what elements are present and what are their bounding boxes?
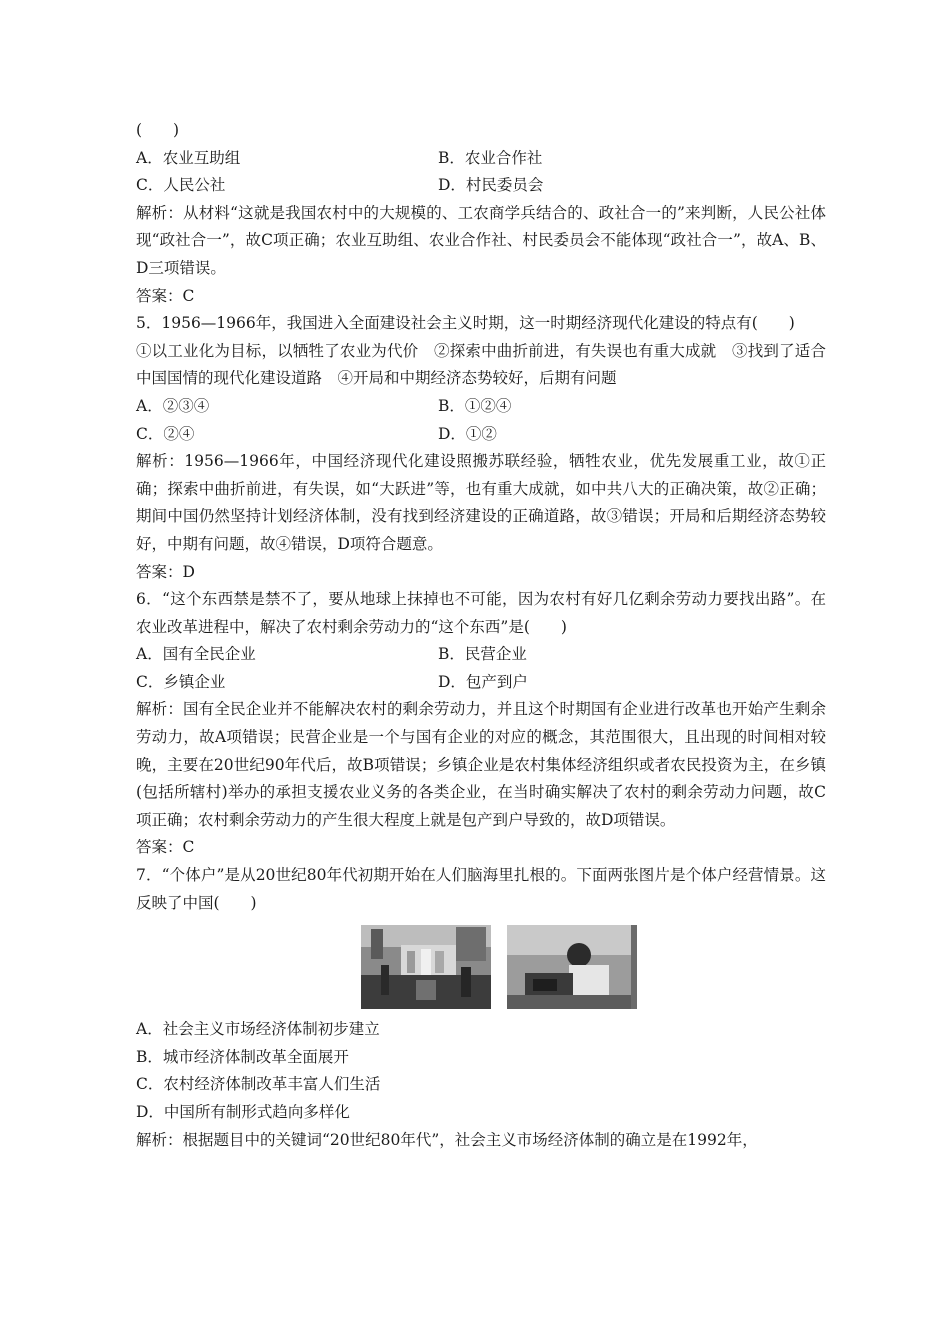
q5-stem: 5．1956—1966年，我国进入全面建设社会主义时期，这一时期经济现代化建设的特点有( ): [136, 314, 795, 333]
q7-option-a: A．社会主义市场经济体制初步建立: [136, 1020, 380, 1039]
q6-options-row-2: [136, 669, 826, 697]
street-vendor-photo: [361, 925, 491, 1009]
q7-option-d: D．中国所有制形式趋向多样化: [136, 1103, 350, 1121]
q5-options-row-2: [136, 421, 826, 449]
q6-option-d: D．包产到户: [438, 672, 528, 691]
q6-option-a: A．国有全民企业: [136, 645, 256, 664]
q4-options-row-2: [136, 172, 826, 200]
q4-option-a: A．农业互助组: [136, 148, 241, 167]
vendor-at-work-photo: [507, 925, 637, 1009]
q4-stem-tail: ( ): [136, 121, 180, 139]
q6-option-b: B．民营企业: [438, 645, 527, 664]
q6-analysis: 解析：国有全民企业并不能解决农村的剩余劳动力，并且这个时期国有企业进行改革也开始产生剩余劳动力，故A项错误；民营企业是一个与国有企业的对应的概念，其范围很大，且出现的时间相对较晚，主要在20世纪90年代后，故B项错误；乡镇企业是农村集体经济组织或者农民投资为主，在乡镇(包括所辖村)举办的承担支援农业义务的各类企业，在当时确实解决了农村的剩余劳动力问题，故C项正确；农村剩余劳动力的产生很大程度上就是包产到户导致的，故D项错误。: [136, 700, 826, 829]
q7-option-b: B．城市经济体制改革全面展开: [136, 1047, 349, 1066]
q5-analysis: 解析：1956—1966年，中国经济现代化建设照搬苏联经验，牺牲农业，优先发展重工业，故①正确；探索中曲折前进，有失误，如“大跃进”等，也有重大成就，如中共八大的正确决策，故②正确；期间中国仍然坚持计划经济体制，没有找到经济建设的正确道路，故③错误；开局和后期经济态势较好，中期有问题，故④错误，D项符合题意。: [136, 452, 826, 553]
q6-option-c: C．乡镇企业: [136, 672, 226, 691]
q5-option-d: D．①②: [438, 424, 497, 443]
q7-photos: [172, 925, 826, 1009]
q4-answer: 答案：C: [136, 286, 195, 305]
q5-options-row-1: [136, 393, 826, 421]
q5-items: ①以工业化为目标，以牺牲了农业为代价 ②探索中曲折前进，有失误也有重大成就 ③找到了适合中国国情的现代化建设道路 ④开局和中期经济态势较好，后期有问题: [136, 341, 826, 388]
q5-answer: 答案：D: [136, 562, 195, 581]
q7-analysis-start: 解析：根据题目中的关键词“20世纪80年代”，社会主义市场经济体制的确立是在1992年，: [136, 1130, 758, 1149]
q5-option-a: A．②③④: [136, 396, 210, 415]
q4-analysis: 解析：从材料“这就是我国农村中的大规模的、工农商学兵结合的、政社合一的”来判断，人民公社体现“政社合一”，故C项正确；农业互助组、农业合作社、村民委员会不能体现“政社合一”，故A、B、D三项错误。: [136, 203, 826, 277]
q5-option-c: C．②④: [136, 424, 195, 443]
q6-stem: 6．“这个东西禁是禁不了，要从地球上抹掉也不可能，因为农村有好几亿剩余劳动力要找出路”。在农业改革进程中，解决了农村剩余劳动力的“这个东西”是( ): [136, 590, 826, 636]
q7-stem: 7．“个体户”是从20世纪80年代初期开始在人们脑海里扎根的。下面两张图片是个体户经营情景。这反映了中国( ): [136, 866, 826, 912]
q4-options-row-1: [136, 145, 826, 173]
q6-answer: 答案：C: [136, 838, 195, 857]
q5-option-b: B．①②④: [438, 396, 512, 415]
q4-option-c: C．人民公社: [136, 176, 226, 195]
q4-option-d: D．村民委员会: [438, 176, 544, 195]
document-page: [136, 117, 826, 1154]
q7-option-c: C．农村经济体制改革丰富人们生活: [136, 1075, 381, 1094]
q4-option-b: B．农业合作社: [438, 148, 543, 167]
q6-options-row-1: [136, 641, 826, 669]
